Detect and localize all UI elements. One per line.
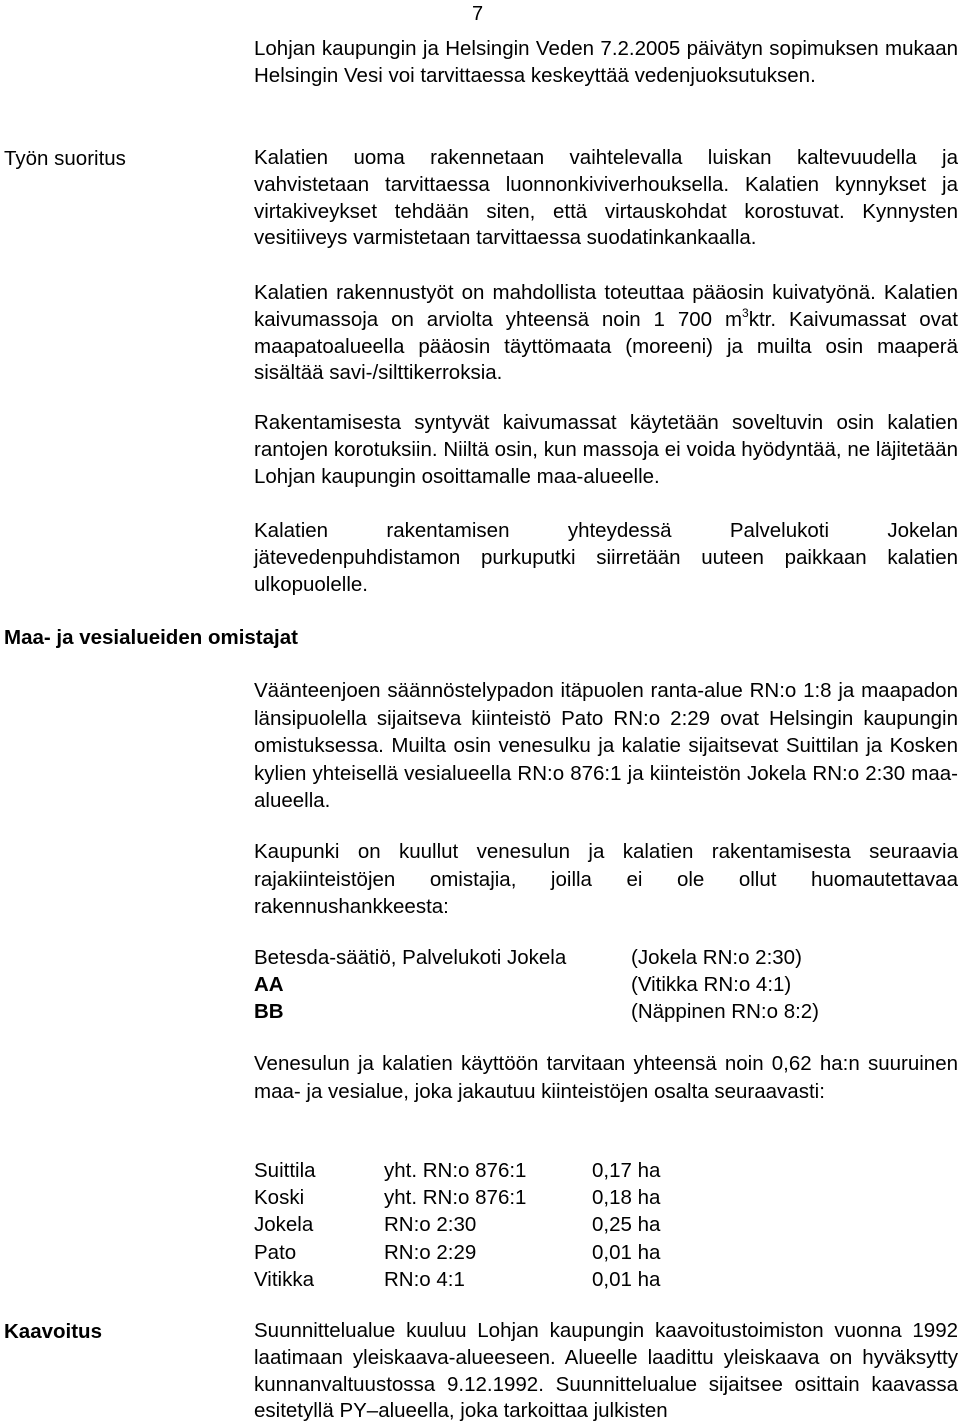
owner-name: Betesda-säätiö, Palvelukoti Jokela (254, 946, 567, 969)
area-size: 0,01 ha (592, 1240, 661, 1264)
owner-name: AA (254, 973, 284, 997)
owners-table (254, 944, 819, 1026)
owner-name: BB (254, 1000, 284, 1024)
owner-row (254, 998, 819, 1025)
owner-property: (Jokela RN:o 2:30) (631, 946, 802, 969)
area-rn: RN:o 2:30 (384, 1213, 477, 1237)
paragraph-jatevedenpuhdistamo: Kalatien rakentamisen yhteydessä Palvelukoti Jokelan jätevedenpuhdistamon purkuputki siirretään uuteen paikkaan kalatien ulkopuolelle. (254, 519, 958, 596)
area-size: 0,01 ha (592, 1267, 661, 1291)
owner-row (254, 944, 819, 971)
area-property: Suittila (254, 1159, 316, 1182)
paragraph-kalatien-uoma: Kalatien uoma rakennetaan vaihtelevalla luiskan kaltevuudella ja vahvistetaan tarvittaessa luonnonkiviverhouksella. Kalatien kynnykset ja virtakiveykset tehdään siten, että virtauskohdat korostuvat. Kynnysten vesitiiveys varmistetaan tarvittaessa suodatinkankaalla. (254, 146, 958, 250)
kaivumassat-text-end: ktr. Kaivumassat ovat maapatoalueella pääosin täyttömaata (moreeni) ja muilta osin maaperä sisältää savi-/silttikerroksia. (254, 307, 958, 385)
area-property: Vitikka (254, 1267, 315, 1291)
cubic-superscript: 3 (742, 305, 749, 320)
heading-kaavoitus: Kaavoitus (4, 1320, 102, 1343)
area-row (254, 1239, 660, 1266)
paragraph-kaivumassat (254, 280, 958, 387)
area-row (254, 1211, 660, 1238)
paragraph-kaavoitus: Suunnittelualue kuuluu Lohjan kaupungin kaavoitustoimiston vuonna 1992 laatimaan yleiskaava-alueeseen. Alueelle laadittu yleiskaava on hyväksytty kunnanvaltuustossa 9.12.1992. Suunnittelualue sijaitsee osittain kaavassa esitetyllä PY–alueella, joka tarkoittaa julkisten (254, 1319, 958, 1423)
area-rn: RN:o 4:1 (384, 1267, 465, 1291)
area-row (254, 1157, 660, 1184)
area-rn: yht. RN:o 876:1 (384, 1159, 527, 1182)
paragraph-omistus: Väänteenjoen säännöstelypadon itäpuolen ranta-alue RN:o 1:8 ja maapadon länsipuolella sijaitseva kiinteistö Pato RN:o 2:29 ovat Helsingin kaupungin omistuksessa. Muilta osin venesulku ja kalatie sijaitsevat Suittilan ja Kosken kylien yhteisellä vesialueella RN:o 876:1 ja kiinteistön Jokela RN:o 2:30 maa-alueella. (254, 679, 958, 812)
kaivumassat-text-start: Kalatien rakennustyöt on mahdollista toteuttaa pääosin kuivatyönä. Kalatien kaivumassoja on arviolta yhteensä noin 1 700 m (254, 281, 958, 331)
paragraph-pinta-ala: Venesulun ja kalatien käyttöön tarvitaan yhteensä noin 0,62 ha:n suuruinen maa- ja vesialue, joka jakautuu kiinteistöjen osalta seuraavasti: (254, 1052, 958, 1103)
areas-table (254, 1157, 660, 1293)
area-rn: yht. RN:o 876:1 (384, 1186, 527, 1210)
heading-tyon-suoritus: Työn suoritus (4, 147, 126, 170)
heading-omistajat: Maa- ja vesialueiden omistajat (4, 626, 298, 649)
area-property: Jokela (254, 1213, 314, 1237)
area-rn: RN:o 2:29 (384, 1240, 477, 1264)
area-property: Koski (254, 1186, 305, 1210)
paragraph-kuultu: Kaupunki on kuullut venesulun ja kalatien rakentamisesta seuraavia rajakiinteistöjen omistajia, joilla ei ole ollut huomautettavaa rakennushankkeesta: (254, 840, 958, 918)
area-row (254, 1266, 660, 1293)
area-size: 0,25 ha (592, 1213, 661, 1237)
page-number: 7 (472, 3, 484, 25)
area-property: Pato (254, 1240, 297, 1264)
area-size: 0,17 ha (592, 1159, 661, 1182)
intro-paragraph: Lohjan kaupungin ja Helsingin Veden 7.2.2005 päivätyn sopimuksen mukaan Helsingin Vesi voi tarvittaessa keskeyttää vedenjuoksutuksen. (254, 37, 958, 87)
owner-row (254, 971, 819, 998)
owner-property: (Näppinen RN:o 8:2) (631, 1000, 820, 1024)
paragraph-rakentamisesta: Rakentamisesta syntyvät kaivumassat käytetään soveltuvin osin kalatien rantojen korotuksiin. Niiltä osin, kun massoja ei voida hyödyntää, ne läjitetään Lohjan kaupungin osoittamalle maa-alueelle. (254, 411, 958, 488)
owner-property: (Vitikka RN:o 4:1) (631, 973, 792, 997)
area-size: 0,18 ha (592, 1186, 661, 1210)
area-row (254, 1184, 660, 1211)
